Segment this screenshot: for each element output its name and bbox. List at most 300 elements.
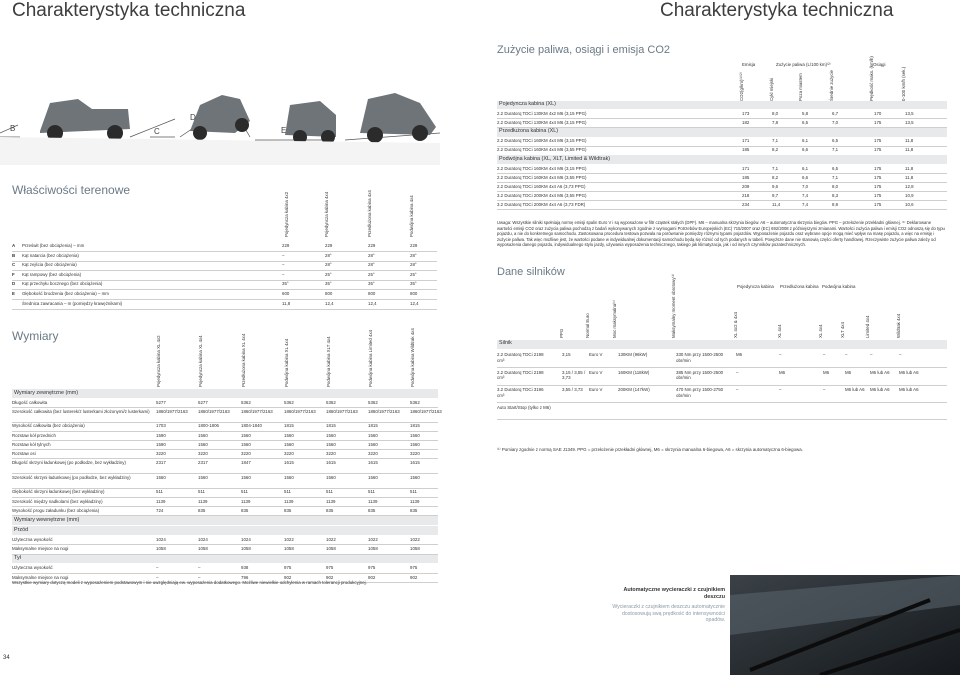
dims-cell: 835 [284, 507, 292, 513]
dims-row [12, 399, 438, 408]
dims-group-header [12, 516, 438, 525]
dims-col-head: Podwójna kabina XL 4x4 [284, 338, 289, 387]
dims-cell: 511 [410, 489, 417, 495]
dims-cell: 5362 [284, 399, 294, 405]
fuel-row [497, 192, 947, 201]
dims-cell: 1139 [284, 498, 294, 504]
fuel-cell: 7,0 [802, 183, 809, 189]
terrain-cell: 12,4 [410, 300, 419, 306]
fuel-cell: 10,9 [905, 192, 914, 198]
engine-cell: – [870, 352, 873, 357]
fuel-cell: 7,1 [772, 138, 779, 144]
terrain-cell: 600 [282, 291, 290, 296]
dims-section-title: Wymiary [12, 329, 59, 343]
dims-cell: – [156, 565, 159, 571]
terrain-row [12, 252, 437, 262]
engine-ppg: 3,15 [562, 352, 571, 357]
dims-cell: 511 [156, 489, 163, 495]
terrain-row [12, 271, 437, 281]
dims-row-label: Długość skrzyni ładunkowej (po podłodze, bez wykładziny) [12, 460, 126, 466]
terrain-row-label: Średnica zawracania – m (pomiędzy krawężnikami) [22, 300, 123, 306]
engine-cell: – [736, 369, 739, 375]
terrain-cell: 35° [325, 281, 332, 287]
terrain-row [12, 300, 437, 310]
dims-cell: 1139 [410, 498, 420, 504]
terrain-row [12, 280, 437, 290]
dims-cell: 1560 [241, 432, 251, 438]
terrain-row-key: B [12, 252, 16, 258]
dims-cell: 1024 [241, 536, 251, 542]
dims-cell: 1860/1977/2163 [326, 408, 358, 414]
dims-row-label: Rozstaw kół przednich [12, 432, 56, 438]
engines-col-head: Wildtrak 4x4 [896, 313, 901, 338]
fuel-cell: 6,1 [802, 165, 809, 171]
engines-col-head: XL 4x4 [818, 324, 823, 338]
engine-power: 130KM (96kW) [618, 352, 648, 357]
engine-cell: – [845, 352, 848, 357]
dims-cell: 1560 [241, 441, 251, 447]
fuel-cell: 182 [742, 120, 750, 126]
terrain-cell: 800 [368, 291, 376, 296]
terrain-row-key: C [12, 262, 16, 268]
engine-cell: – [736, 387, 739, 392]
dims-col-head: Podwójna kabina Limited 4x4 [368, 329, 373, 387]
fuel-row [497, 174, 947, 183]
dims-cell: 1847 [241, 460, 251, 466]
dims-cell: 1560 [368, 441, 378, 447]
dims-cell: 1022 [368, 536, 378, 542]
dims-col-head: Przedłużona kabina XL 4x4 [241, 333, 246, 387]
dims-cell: 5362 [241, 399, 251, 405]
dims-cell: 3220 [198, 450, 208, 456]
fuel-row-label: 2.2 Duratorq TDCi 130KM 4x4 M6 (3,15 PPG) [497, 120, 587, 126]
terrain-cell: 28° [410, 262, 417, 268]
dims-col-head: Podwójna kabina Wildtrak 4x4 [410, 328, 415, 387]
fuel-cell: 175 [874, 174, 882, 180]
engines-footnote: ⁽¹⁾ Pomiary zgodnie z normą SAE J1349. PPG = przełożenie przekładni głównej, M6 = skrzynia manualna 6-biegowa, A6 = skrzynia automatyczna 6-biegowa. [497, 447, 803, 452]
fuel-row [497, 137, 947, 146]
engine-euro: Euro V [589, 352, 603, 357]
terrain-cell: – [282, 252, 285, 258]
dims-cell: 2317 [156, 460, 166, 466]
dims-cell: 1058 [284, 546, 294, 552]
fuel-group-header [497, 101, 947, 109]
fuel-cell: 9,6 [772, 183, 779, 189]
dims-cell: 835 [368, 507, 376, 513]
dims-cell: 975 [410, 565, 418, 571]
dims-cell: 1860/1977/2163 [368, 408, 400, 414]
dims-cell: 1815 [284, 423, 294, 429]
dims-row-label: Szerokość skrzyni ładunkowej (po podłodze, bez wykładziny) [12, 474, 131, 480]
engine-cell: M6 lub A6 [870, 387, 890, 392]
terrain-cell: 35° [282, 281, 289, 287]
engine-euro: Euro V [589, 369, 603, 375]
fuel-cell: 13,5 [905, 111, 914, 117]
dims-cell: 5362 [368, 399, 378, 405]
terrain-cell: 28° [325, 252, 332, 258]
dims-cell: 1560 [368, 474, 378, 480]
fuel-group-head-consumption: Zużycie paliwa (L/100 km)⁽²⁾ [776, 62, 831, 67]
dims-row-label: Wysokość progu załadunku (bez obciążenia) [12, 507, 100, 513]
dims-cell: 835 [241, 507, 249, 513]
fuel-group-label: Podwójna kabina (XL, XLT, Limited & Wildtrak) [499, 155, 611, 162]
terrain-row-key: E [12, 291, 15, 296]
fuel-cell: 6,5 [832, 165, 839, 171]
engines-col-head: PPG [559, 328, 564, 338]
engine-cell: – [823, 387, 826, 392]
dims-cell: 1058 [156, 546, 166, 552]
dims-cell: 3220 [326, 450, 336, 456]
fuel-cell: 6,5 [802, 120, 809, 126]
fuel-cell: 11,8 [905, 138, 914, 144]
terrain-cell: 35° [368, 281, 375, 287]
fuel-group-label: Pojedyncza kabina (XL) [499, 101, 556, 108]
engines-header-label: Silnik [499, 340, 512, 347]
fuel-row-label: 3.2 Duratorq TDCi 200KM 4x4 M6 (3,55 PPG) [497, 192, 587, 198]
terrain-cell: 28° [368, 262, 375, 268]
terrain-col-head: Podwójna kabina 4x4 [409, 195, 414, 237]
engine-cell: – [899, 352, 902, 357]
offroad-diagram [0, 85, 440, 165]
terrain-col-head: Pojedyncza kabina 4x2 [284, 191, 289, 237]
fuel-cell: 6,5 [832, 138, 839, 144]
dims-cell: 1560 [326, 432, 336, 438]
dims-cell: 3220 [410, 450, 420, 456]
fuel-cell: 12,8 [905, 183, 914, 189]
dims-cell: 1615 [284, 460, 294, 466]
dims-cell: 1590 [156, 441, 166, 447]
engine-label: 2.2 Duratorq TDCi 2198 cm³ [497, 352, 544, 363]
fuel-cell: 6,7 [832, 111, 839, 117]
fuel-cell: 7,4 [802, 201, 809, 207]
dims-row [12, 460, 438, 474]
terrain-row-label: Głębokość brodzenia (bez obciążenia) – mm [22, 291, 109, 296]
dims-cell: 3220 [156, 450, 166, 456]
terrain-cell: – [282, 262, 285, 268]
fuel-row-label: 2.2 Duratorq TDCi 130KM 4x2 M6 (3,15 PPG) [497, 111, 587, 117]
dims-row-label: Szerokość między nadkolami (bez wykładziny) [12, 498, 103, 504]
dims-cell: 902 [410, 574, 418, 580]
engines-col-head: XL 4x2 & 4x4 [733, 312, 738, 338]
dims-cell: 1022 [410, 536, 420, 542]
dims-cell: 938 [241, 565, 249, 571]
dims-row-label: Rozstaw osi [12, 450, 36, 456]
dims-col-head: Pojedyncza kabina XL 4x2 [156, 335, 161, 387]
row-divider [497, 402, 947, 403]
engine-cell: M6 lub A6 [899, 387, 919, 392]
fuel-group-label: Przedłużona kabina (XL) [499, 128, 559, 135]
page-number: 34 [3, 655, 10, 661]
dims-cell: 1860/1977/2163 [284, 408, 316, 414]
row-divider [497, 367, 947, 368]
dims-group-label: Tył [14, 555, 21, 562]
terrain-row-label: Kąt przechyłu bocznego (bez obciążenia) [22, 281, 103, 287]
diagram-letter-c: C [154, 127, 160, 136]
dims-cell: 5277 [198, 399, 208, 405]
dims-group-label: Wymiary zewnętrzne (mm) [14, 389, 79, 396]
terrain-cell: 25° [325, 271, 332, 277]
terrain-cell: 12,4 [325, 300, 334, 306]
fuel-cell: 175 [874, 138, 882, 144]
engines-col-head: Moc maksymalna⁽¹⁾ [612, 300, 617, 338]
fuel-cell: 11,8 [905, 165, 914, 171]
terrain-row-label: Prześwit (bez obciążenia) – mm [22, 243, 85, 248]
dims-cell: 975 [368, 565, 376, 571]
dims-cell: 835 [326, 507, 334, 513]
engines-header-band [497, 340, 947, 349]
fuel-row-label: 2.2 Duratorq TDCi 160KM 4x4 M6 (3,15 PPG) [497, 138, 587, 144]
dims-cell: 902 [284, 574, 292, 580]
fuel-cell: 10,6 [905, 201, 914, 207]
terrain-row [12, 290, 437, 300]
terrain-cell: 28° [325, 262, 332, 268]
dims-cell: 511 [198, 489, 205, 495]
dims-cell: 796 [241, 574, 249, 580]
terrain-row-label: Kąt rampowy (bez obciążenia) [22, 271, 82, 277]
fuel-cell: 11,8 [905, 174, 914, 180]
fuel-group-head-emission: Emisja [742, 62, 756, 67]
fuel-cell: 8,2 [772, 174, 779, 180]
dims-cell: 1815 [368, 423, 378, 429]
dims-cell: 975 [326, 565, 334, 571]
dims-group-label: Przód [14, 526, 29, 533]
dims-cell: 1560 [198, 441, 208, 447]
diagram-letter-b: B [10, 124, 16, 133]
fuel-cell: 175 [874, 147, 882, 153]
terrain-cell: 229 [325, 243, 333, 248]
fuel-row-label: 2.2 Duratorq TDCi 160KM 4x4 M6 (3,15 PPG) [497, 165, 587, 171]
fuel-note: Uwaga: Wszystkie silniki spełniają normę emisji spalin Euro V i są wyposażone w filtr cząstek stałych (DPF). M6 – manualna skrzynia biegów. A6 – automatyczna skrzynia biegów. PPG – przełożenie przekładni głównej. ⁽¹⁾ Deklarowane wartości emisji CO2 oraz zużycia paliwa pochodzą z badań wykonywanych zgodnie z wymogami Potrzebów Europejskich (EC) 715/2007 oraz (EC) 692/2008 z późniejszymi zmianami. Wartości zużycia paliwa i emisji CO2 odnoszą się do typu pojazdu, a nie do konkretnego samochodu. Zastosowana procedura testowa pozwala na porównanie pomiędzy różnymi typami pojazdów. Wyposażenie pojazdu oraz wybrane opcje mogą mieć wpływ na masę pojazdu, a więc na emisję i zużycie paliwa. Tak więc możliwe jest, że wartości podane w indywidualnej dokumentacji samochodu będą się różnić od tych podanych w tabeli. Powyższe dane nie stanowią części oferty handlowej. Rzeczywiste zużycie paliwa zależy od wyposażenia danego pojazdu, indywidualnego stylu jazdy, używania wyposażenia technicznego, takiego jak klimatyzacja, jak i od innych czynników pozatechnicznych. [497, 220, 945, 248]
fuel-col-head: Poza miastem [798, 73, 803, 101]
fuel-cell: 170 [874, 111, 882, 117]
engine-row [497, 352, 947, 368]
dims-cell: 511 [241, 489, 248, 495]
engine-label: Auto Start/Stop (tylko z M6) [497, 404, 551, 410]
dims-cell: 1815 [326, 423, 336, 429]
dims-cell: 1590 [156, 432, 166, 438]
dims-row [12, 507, 438, 516]
dims-cell: 1560 [198, 474, 208, 480]
engine-power: 160KM (118kW) [618, 369, 650, 375]
engine-cell: M6 [845, 369, 852, 375]
dims-row [12, 546, 438, 555]
fuel-cell: 185 [742, 174, 750, 180]
dims-cell: 835 [198, 507, 206, 513]
dims-group-header [12, 555, 438, 564]
terrain-col-head: Pojedyncza kabina 4x4 [324, 191, 329, 237]
dims-cell: 1860/1977/2163 [241, 408, 273, 414]
dims-cell: 5277 [156, 399, 166, 405]
dims-cell: 1139 [326, 498, 336, 504]
row-divider [497, 209, 947, 210]
terrain-cell: 800 [410, 291, 418, 296]
dims-cell: 1560 [326, 441, 336, 447]
fuel-row [497, 165, 947, 174]
fuel-row [497, 110, 947, 119]
terrain-row-key: A [12, 243, 16, 248]
dims-cell: 3220 [284, 450, 294, 456]
dims-cell: 3220 [241, 450, 251, 456]
fuel-cell: 171 [742, 165, 750, 171]
right-page-title: Charakterystyka techniczna [660, 0, 894, 21]
dims-footnote: Wszystkie wymiary dotyczą modeli z wyposażeniem podstawowym i nie uwzględniają ew. wyposażenia dodatkowego. Możliwe niewielkie odchylenia w ramach tolerancji produkcyjnej. [12, 580, 367, 585]
fuel-group-header [497, 155, 947, 163]
fuel-cell: 171 [742, 138, 750, 144]
fuel-row [497, 183, 947, 192]
dims-cell: 1560 [410, 432, 420, 438]
terrain-row-key: F [12, 271, 15, 277]
dims-cell: 1560 [198, 432, 208, 438]
dims-row-label: Użyteczna wysokość [12, 565, 53, 571]
fuel-cell: 6,6 [802, 174, 809, 180]
dims-cell: 511 [326, 489, 333, 495]
fuel-cell: 173 [742, 111, 750, 117]
engines-col-head: XLT 4x4 [840, 322, 845, 338]
fuel-cell: 175 [874, 165, 882, 171]
dims-cell: 1804-1840 [241, 423, 262, 429]
terrain-row-label: Kąt zejścia (bez obciążenia) [22, 262, 77, 268]
dims-cell: 724 [156, 507, 164, 513]
engine-torque: 385 Nm przy 1500-2500 obr/min [676, 369, 724, 381]
dims-cell: 902 [368, 574, 376, 580]
engine-euro: Euro V [589, 387, 603, 392]
terrain-cell: 35° [410, 281, 417, 287]
dims-cell: 1139 [241, 498, 251, 504]
fuel-cell: 8,0 [772, 111, 779, 117]
dims-cell: 1560 [326, 474, 336, 480]
dims-row [12, 423, 438, 432]
terrain-cell: 229 [282, 243, 290, 248]
dims-cell: 1860/1977/2163 [156, 408, 188, 414]
engine-label: 3.2 Duratorq TDCi 3196 cm³ [497, 387, 544, 398]
dims-cell: 1615 [326, 460, 336, 466]
dims-cell: 2317 [198, 460, 208, 466]
dims-cell: – [198, 565, 201, 571]
feature-title: Automatyczne wycieraczki z czujnikiem deszczu [623, 587, 725, 600]
dims-cell: 1615 [368, 460, 378, 466]
fuel-cell: 7,4 [802, 192, 809, 198]
dims-group-header [12, 389, 438, 398]
dims-group-label: Wymiary wewnętrzne (mm) [14, 516, 80, 523]
left-page-title: Charakterystyka techniczna [12, 0, 246, 21]
dims-row-label: Maksymalne miejsce na nogi [12, 546, 69, 552]
dims-group-header [12, 526, 438, 535]
engine-cell: M6 lub A6 [870, 369, 890, 375]
fuel-cell: 7,1 [832, 147, 839, 153]
dims-cell: 1560 [156, 474, 166, 480]
dims-cell: 511 [284, 489, 291, 495]
fuel-row-label: 2.2 Duratorq TDCi 160KM 4x4 M6 (3,55 PPG) [497, 147, 587, 153]
engine-row [497, 387, 947, 403]
engine-ppg: 3,15 / 3,55 / 3,73 [562, 369, 586, 381]
dims-cell: 1058 [368, 546, 378, 552]
terrain-cell: 12,4 [368, 300, 377, 306]
dims-row [12, 408, 442, 422]
dims-cell: 1139 [368, 498, 378, 504]
dims-cell: 1560 [284, 441, 294, 447]
dims-cell: 3220 [368, 450, 378, 456]
fuel-cell: 6,6 [802, 147, 809, 153]
fuel-cell: 7,1 [832, 174, 839, 180]
dims-row-label: Wysokość całkowita (bez obciążenia) [12, 423, 85, 429]
dims-cell: 1058 [198, 546, 208, 552]
fuel-row-label: 2.2 Duratorq TDCi 160KM 4x4 A6 (3,73 PPG) [497, 183, 586, 189]
engines-variant-single: Pojedyncza kabina [737, 284, 774, 289]
dims-row [12, 489, 438, 498]
engine-cell: – [823, 352, 826, 357]
fuel-cell: 6,1 [802, 138, 809, 144]
fuel-cell: 11,4 [772, 201, 781, 207]
fuel-cell: 7,1 [772, 165, 779, 171]
engine-ppg: 3,55 / 3,73 [562, 387, 583, 392]
dims-row [12, 565, 438, 574]
dims-cell: 975 [284, 565, 292, 571]
engine-power: 200KM (147kW) [618, 387, 650, 392]
fuel-cell: 209 [742, 183, 750, 189]
fuel-cell: 8,0 [832, 183, 839, 189]
engine-cell: M6 lub A6 [899, 369, 919, 375]
engine-cell: – [779, 387, 782, 392]
dims-cell: – [198, 574, 201, 580]
dims-row-label: Maksymalne miejsce na nogi [12, 574, 69, 580]
dims-cell: 1024 [156, 536, 166, 542]
fuel-cell: 185 [742, 147, 750, 153]
fuel-group-head-performance: Osiągi [873, 62, 886, 67]
dims-row [12, 498, 438, 507]
terrain-row [12, 261, 437, 271]
dims-row-label: Rozstaw kół tylnych [12, 441, 51, 447]
engines-col-head: Maksymalny moment obrotowy⁽¹⁾ [671, 273, 676, 338]
diagram-letter-e: E [281, 126, 287, 135]
fuel-cell: 175 [874, 201, 882, 207]
dims-row [12, 441, 438, 450]
engine-label: 2.2 Duratorq TDCi 2198 cm³ [497, 369, 544, 381]
terrain-cell: 25° [368, 271, 375, 277]
dims-row-label: Użyteczna wysokość [12, 536, 53, 542]
dims-cell: 1860/1977/2163 [198, 408, 230, 414]
fuel-cell: 9,7 [772, 192, 779, 198]
fuel-cell: 8,3 [832, 192, 839, 198]
fuel-row [497, 201, 947, 210]
fuel-cell: 234 [742, 201, 750, 207]
dims-cell: 1800-1806 [198, 423, 219, 429]
engine-cell: M6 [736, 352, 743, 357]
engines-col-head: Limited 4x4 [865, 315, 870, 338]
wiper-photo [730, 575, 960, 675]
terrain-cell: 800 [325, 291, 333, 296]
fuel-cell: 8,9 [832, 201, 839, 207]
row-divider [497, 419, 947, 420]
fuel-row-label: 3.2 Duratorq TDCi 200KM 4x4 A6 (3,73 FDR) [497, 201, 586, 207]
dims-row [12, 474, 438, 488]
fuel-col-head: 0-100 km/h (sek.) [901, 66, 906, 101]
fuel-col-head: CO2(g/km)⁽¹⁾⁽²⁾ [739, 72, 744, 101]
dims-cell: 1560 [284, 474, 294, 480]
engines-variant-double: Podwójna kabina [822, 284, 856, 289]
dims-col-head: Podwójna kabina XLT 4x4 [326, 336, 331, 387]
dims-cell: 1058 [326, 546, 336, 552]
dims-cell: 1560 [368, 432, 378, 438]
fuel-cell: 175 [874, 120, 882, 126]
dims-row-label: Szerokość całkowita (bez lusterek/z lusterkami złożonymi/z lusterkami) [12, 408, 150, 414]
fuel-row-label: 2.2 Duratorq TDCi 160KM 4x4 M6 (3,55 PPG) [497, 174, 587, 180]
dims-row-label: Długość całkowita [12, 399, 48, 405]
engine-row [497, 370, 947, 386]
diagram-letter-d: D [190, 113, 196, 122]
dims-cell: 1058 [410, 546, 420, 552]
engine-cell: M6 [779, 369, 786, 375]
engines-col-head: XL 4x4 [777, 324, 782, 338]
